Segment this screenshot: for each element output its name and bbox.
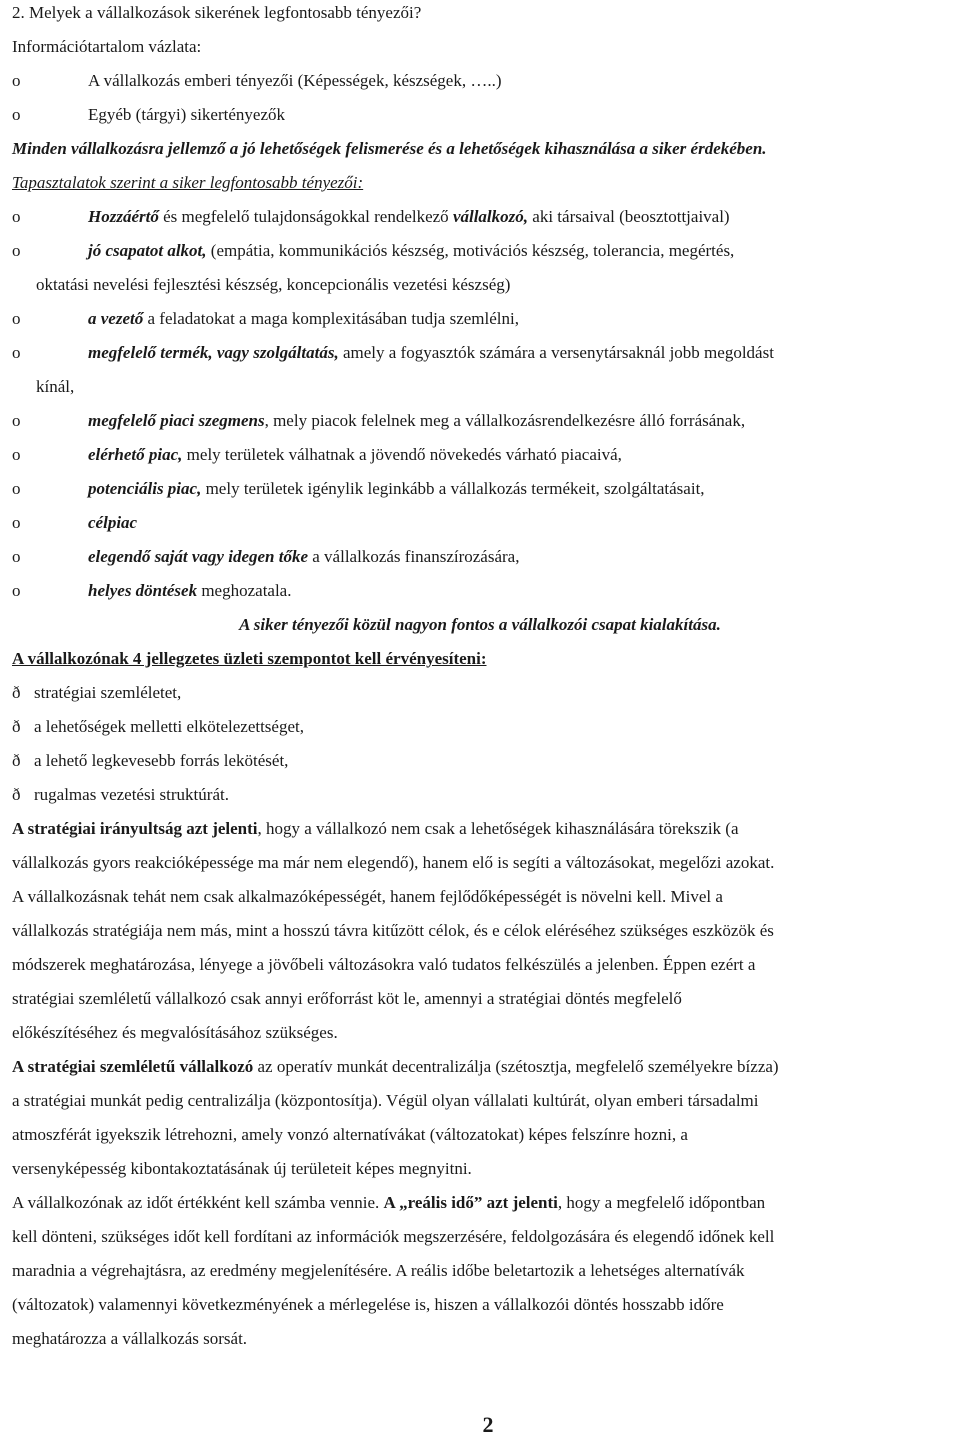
paragraph-line: A stratégiai irányultság azt jelenti, hogy a vállalkozó nem csak a lehetőségek kihasználására törekszik (a: [12, 819, 739, 838]
section-heading: 2. Melyek a vállalkozások sikerének legfontosabb tényezői?: [12, 3, 422, 22]
list-bullet: o: [12, 581, 21, 600]
list-bullet: o: [12, 309, 21, 328]
outline-label: Információtartalom vázlata:: [12, 37, 202, 56]
aspects-heading: A vállalkozónak 4 jellegzetes üzleti szempontot kell érvényesíteni:: [12, 649, 487, 668]
paragraph-line: vállalkozás gyors reakcióképessége ma már nem elegendő), hanem elő is segíti a változásokat, megelőzi azokat.: [12, 853, 775, 872]
factor-item: megfelelő piaci szegmens, mely piacok felelnek meg a vállalkozásrendelkezésre álló forrásának,: [88, 411, 746, 430]
paragraph-line: A stratégiai szemléletű vállalkozó az operatív munkát decentralizálja (szétosztja, megfelelő személyekre bízza): [12, 1057, 779, 1076]
list-bullet: o: [12, 241, 21, 260]
intro-sentence: Minden vállalkozásra jellemző a jó lehetőségek felismerése és a lehetőségek kihasználása a siker érdekében.: [12, 139, 767, 158]
paragraph-line: kell dönteni, szükséges időt kell fordítani az információk megszerzésére, feldolgozására és elegendő időnek kell: [12, 1227, 775, 1246]
paragraph-line: meghatározza a vállalkozás sorsát.: [12, 1329, 248, 1348]
list-bullet: o: [12, 105, 21, 124]
factor-item: megfelelő termék, vagy szolgáltatás, amely a fogyasztók számára a versenytársaknál jobb megoldást: [88, 343, 774, 362]
paragraph-line: A vállalkozónak az időt értékként kell számba vennie. A „reális idő” azt jelenti, hogy a megfelelő időpontban: [12, 1193, 766, 1212]
paragraph-line: a stratégiai munkát pedig centralizálja (központosítja). Végül olyan vállalati kultúrát, olyan emberi társadalmi: [12, 1091, 759, 1110]
paragraph-line: maradnia a végrehajtásra, az eredmény megjelenítésére. A reális időbe beletartozik a lehetséges alternatívák: [12, 1261, 745, 1280]
paragraph-line: előkészítéséhez és megvalósításához szükséges.: [12, 1023, 338, 1042]
paragraph-line: atmoszférát igyekszik létrehozni, amely vonzó alternatívákat (változatokat) képes felszínre hozni, a: [12, 1125, 688, 1144]
paragraph-line: A vállalkozásnak tehát nem csak alkalmazóképességét, hanem fejlődőképességét is növelni kell. Mivel a: [12, 887, 723, 906]
experience-heading: Tapasztalatok szerint a siker legfontosabb tényezői:: [12, 173, 364, 192]
list-bullet: o: [12, 343, 21, 362]
aspect-item: stratégiai szemléletet,: [34, 683, 182, 702]
paragraph-line: vállalkozás stratégiája nem más, mint a hosszú távra kitűzött célok, és e célok eléréséhez szükséges eszközök és: [12, 921, 774, 940]
factor-item: célpiac: [88, 513, 138, 532]
paragraph-line: (változatok) valamennyi következményének a mérlegelése is, hiszen a vállalkozói döntés hosszabb időre: [12, 1295, 724, 1314]
page-number: 2: [482, 1412, 494, 1436]
list-bullet: ð: [12, 751, 21, 770]
paragraph-line: módszerek meghatározása, lényege a jövőbeli változásokra való tudatos felkészülés a jelenben. Éppen ezért a: [12, 955, 756, 974]
outline-item: A vállalkozás emberi tényezői (Képességek, készségek, …..): [88, 71, 502, 90]
team-sentence: A siker tényezői közül nagyon fontos a vállalkozói csapat kialakítása.: [239, 615, 721, 634]
list-bullet: o: [12, 445, 21, 464]
factor-item: a vezető a feladatokat a maga komplexitásában tudja szemlélni,: [88, 309, 519, 328]
list-bullet: ð: [12, 785, 21, 804]
list-bullet: ð: [12, 717, 21, 736]
factor-item: Hozzáértő és megfelelő tulajdonságokkal rendelkező vállalkozó, aki társaival (beosztottjaival): [88, 207, 730, 226]
list-bullet: o: [12, 479, 21, 498]
list-bullet: o: [12, 411, 21, 430]
paragraph-line: versenyképesség kibontakoztatásának új területeit képes megnyitni.: [12, 1159, 472, 1178]
factor-item: helyes döntések meghozatala.: [88, 581, 292, 600]
list-bullet: o: [12, 547, 21, 566]
outline-item: Egyéb (tárgyi) sikertényezők: [88, 105, 286, 124]
list-bullet: ð: [12, 683, 21, 702]
factor-item: elegendő saját vagy idegen tőke a vállalkozás finanszírozására,: [88, 547, 520, 566]
aspect-item: a lehető legkevesebb forrás lekötését,: [34, 751, 289, 770]
factor-item: jó csapatot alkot, (empátia, kommunikációs készség, motivációs készség, tolerancia, megértés,: [88, 241, 735, 260]
factor-continuation: kínál,: [36, 377, 75, 396]
list-bullet: o: [12, 207, 21, 226]
list-bullet: o: [12, 513, 21, 532]
factor-item: elérhető piac, mely területek válhatnak a jövendő növekedés várható piacaivá,: [88, 445, 622, 464]
list-bullet: o: [12, 71, 21, 90]
paragraph-line: stratégiai szemléletű vállalkozó csak annyi erőforrást köt le, amennyi a stratégiai döntés megfelelő: [12, 989, 682, 1008]
factor-continuation: oktatási nevelési fejlesztési készség, koncepcionális vezetési készség): [36, 275, 511, 294]
aspect-item: a lehetőségek melletti elkötelezettséget,: [34, 717, 304, 736]
aspect-item: rugalmas vezetési struktúrát.: [34, 785, 229, 804]
factor-item: potenciális piac, mely területek igénylik leginkább a vállalkozás termékeit, szolgáltatásait,: [88, 479, 705, 498]
